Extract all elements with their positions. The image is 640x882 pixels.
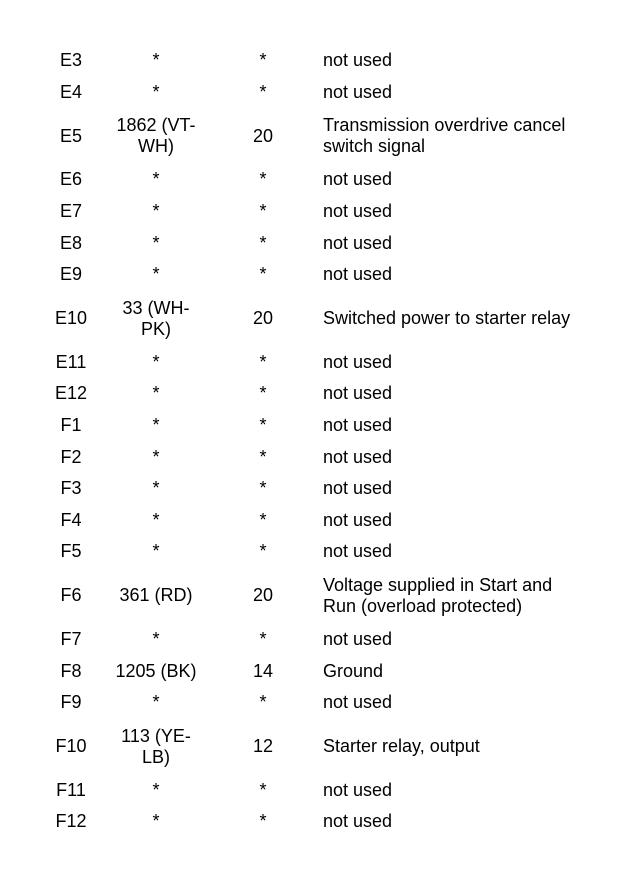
circuit-cell: * [152,232,160,253]
gauge-cell: * [259,446,267,467]
circuit-cell: * [152,811,160,832]
function-cell: not used [323,811,393,832]
gauge-cell: * [259,692,267,713]
circuit-cell [97,291,215,347]
gauge-cell: * [259,232,267,253]
table-row [45,568,615,624]
circuit-cell [97,108,215,164]
pin-cell: F1 [60,415,82,436]
function-cell: not used [323,779,393,800]
table-row [45,378,615,410]
pin-cell: E11 [55,351,87,372]
function-cell: not used [323,232,393,253]
table-row [45,77,615,109]
pin-cell: E7 [59,201,83,222]
circuit-cell: * [152,446,160,467]
pin-cell: F6 [60,585,82,606]
table-row [45,775,615,807]
gauge-cell: 12 [252,736,274,756]
circuit-cell-line: 1862 (VT- [116,115,196,136]
gauge-cell: 14 [252,660,274,681]
circuit-cell: * [152,264,160,285]
table-row [45,536,615,568]
table-row [45,441,615,473]
table-row [45,45,615,77]
gauge-cell: * [259,50,267,71]
gauge-cell: * [259,169,267,190]
circuit-cell: * [152,351,160,372]
table-row [45,347,615,379]
table-row [45,473,615,505]
pin-cell: F10 [55,736,87,756]
circuit-cell: * [152,541,160,562]
table-row [45,259,615,291]
pin-cell: F7 [60,629,82,650]
function-cell: Ground [323,660,384,681]
pin-cell: F3 [60,478,82,499]
table-row [45,624,615,656]
function-cell-line: Run (overload protected) [323,595,523,616]
gauge-cell: * [259,629,267,650]
function-cell: not used [323,169,393,190]
pin-cell: F4 [60,509,82,530]
circuit-cell: * [152,692,160,713]
table-row [45,227,615,259]
function-cell: not used [323,692,393,713]
function-cell: not used [323,446,393,467]
pin-cell: F8 [60,660,82,681]
circuit-cell: * [152,81,160,102]
pin-cell: E9 [59,264,83,285]
circuit-cell: 361 (RD) [119,585,193,606]
function-cell: not used [323,629,393,650]
table-body [45,45,615,838]
gauge-cell: * [259,779,267,800]
connector-pinout-table [45,45,615,838]
function-cell: not used [323,541,393,562]
gauge-cell: * [259,81,267,102]
function-cell: not used [323,509,393,530]
gauge-cell: 20 [252,308,274,329]
table-row [45,164,615,196]
gauge-cell: * [259,415,267,436]
function-cell: not used [323,383,393,404]
pin-cell: F12 [55,811,87,832]
function-cell: not used [323,478,393,499]
function-cell: not used [323,50,393,71]
pin-cell: F2 [60,446,82,467]
function-cell: Starter relay, output [323,736,480,756]
gauge-cell: 20 [252,585,274,606]
pin-cell: E8 [59,232,83,253]
circuit-cell: * [152,50,160,71]
pin-cell: E3 [59,50,83,71]
pin-cell: E4 [59,81,83,102]
function-cell: not used [323,415,393,436]
function-cell-line: Voltage supplied in Start and [323,574,553,595]
gauge-cell: * [259,509,267,530]
function-cell: Switched power to starter relay [323,308,571,329]
pin-cell: E12 [54,383,88,404]
circuit-cell: 1205 (BK) [115,660,197,681]
circuit-cell-line: PK) [140,318,171,339]
circuit-cell-line: WH) [138,136,174,157]
circuit-cell: * [152,478,160,499]
circuit-cell-line: 113 (YE- [121,725,191,746]
table-row [45,291,615,347]
circuit-cell-line: 33 (WH- [122,297,190,318]
table-row [45,719,615,775]
pin-cell: F11 [56,779,86,800]
circuit-cell: * [152,509,160,530]
gauge-cell: * [259,351,267,372]
circuit-cell [97,719,215,775]
function-cell-line: switch signal [323,136,426,157]
function-cell-line: Transmission overdrive cancel [323,115,566,136]
circuit-cell: * [152,383,160,404]
circuit-cell: * [152,201,160,222]
gauge-cell: * [259,541,267,562]
pin-cell: F5 [60,541,82,562]
table-row [45,655,615,687]
circuit-cell: * [152,169,160,190]
pin-cell: E10 [54,308,88,329]
function-cell: not used [323,81,393,102]
gauge-cell: 20 [252,125,274,146]
gauge-cell: * [259,383,267,404]
gauge-cell: * [259,478,267,499]
table-row [45,410,615,442]
circuit-cell: * [152,629,160,650]
gauge-cell: * [259,811,267,832]
table-row [45,687,615,719]
function-cell [311,568,615,624]
circuit-cell-line: LB) [141,746,170,767]
function-cell: not used [323,351,393,372]
pin-cell: F9 [60,692,82,713]
circuit-cell: * [152,415,160,436]
function-cell: not used [323,264,393,285]
pin-cell: E6 [59,169,83,190]
table-row [45,806,615,838]
table-row [45,196,615,228]
gauge-cell: * [259,264,267,285]
circuit-cell: * [152,779,160,800]
gauge-cell: * [259,201,267,222]
table-row [45,108,615,164]
function-cell [311,108,615,164]
pin-cell: E5 [59,125,83,146]
table-row [45,505,615,537]
function-cell: not used [323,201,393,222]
